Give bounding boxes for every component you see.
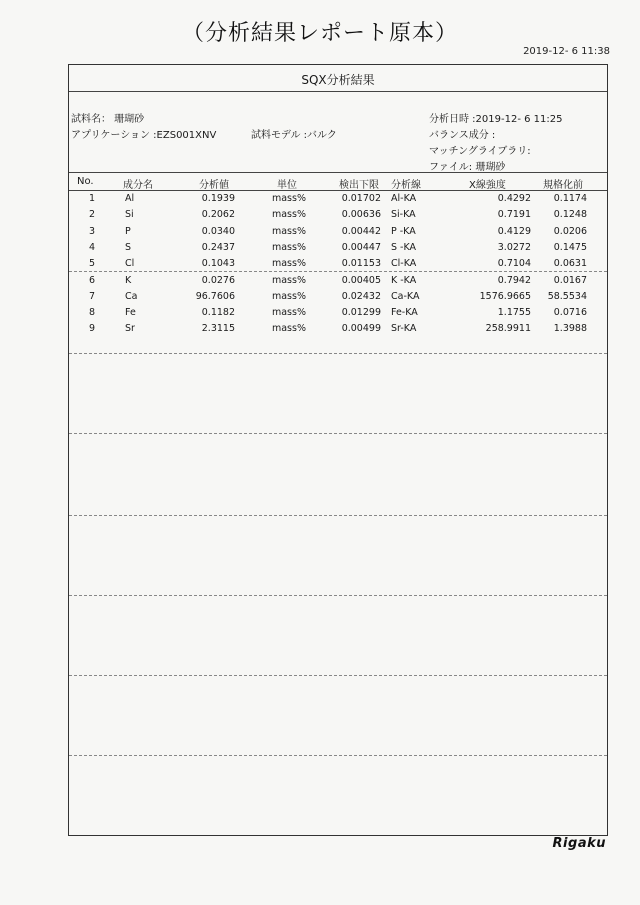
col-header-unit: 単位: [277, 180, 297, 191]
cell-unit: mass%: [271, 258, 306, 270]
cell-value: 0.2062: [201, 209, 235, 221]
cell-unit: mass%: [271, 209, 306, 221]
col-header-component: 成分名: [123, 180, 153, 191]
report-title: SQX分析結果: [301, 73, 375, 87]
cell-component: K: [125, 274, 132, 286]
col-header-no: No.: [77, 176, 94, 187]
cell-no: 1: [88, 193, 95, 204]
cell-unit: mass%: [271, 323, 306, 335]
title-divider: [69, 91, 607, 92]
cell-pre-norm: 0.0206: [553, 225, 587, 237]
cell-value: 0.1043: [201, 258, 235, 270]
cell-line: Al-KA: [391, 193, 417, 204]
table-row: [69, 289, 607, 305]
sample-name: 試料名： 珊瑚砂: [71, 114, 145, 125]
cell-pre-norm: 0.1475: [553, 241, 587, 253]
matching-library: マッチングライブラリ:: [429, 146, 531, 157]
col-header-intensity: X線強度: [469, 180, 506, 191]
document-title: （分析結果レポート原本）: [181, 21, 458, 46]
cell-component: Fe: [125, 307, 136, 319]
cell-unit: mass%: [271, 274, 306, 286]
cell-line: P -KA: [391, 225, 416, 237]
cell-pre-norm: 0.0631: [553, 258, 587, 270]
table-row: [69, 321, 607, 337]
application: アプリケーション :EZS001XNV: [71, 130, 217, 141]
cell-line: S -KA: [391, 241, 417, 253]
cell-lod: 0.01153: [341, 258, 381, 270]
cell-lod: 0.00442: [341, 225, 381, 237]
header-top-line: [69, 172, 607, 173]
cell-line: Si-KA: [391, 209, 416, 221]
file-name: ファイル: 珊瑚砂: [429, 162, 506, 173]
cell-line: Sr-KA: [391, 323, 417, 335]
print-timestamp: 2019-12- 6 11:38: [523, 46, 610, 57]
table-row: [69, 207, 607, 223]
section-divider: [69, 675, 607, 676]
cell-intensity: 258.9911: [485, 323, 531, 335]
cell-component: Si: [125, 209, 134, 221]
balance-component: バランス成分 :: [429, 130, 496, 141]
section-divider: [69, 433, 607, 434]
cell-lod: 0.02432: [341, 290, 381, 302]
cell-intensity: 0.7942: [497, 274, 531, 286]
cell-intensity: 0.4129: [497, 225, 531, 237]
cell-no: 3: [88, 225, 95, 237]
section-divider: [69, 353, 607, 354]
table-row: [69, 240, 607, 256]
cell-pre-norm: 0.0167: [553, 274, 587, 286]
cell-intensity: 0.4292: [497, 193, 531, 204]
cell-intensity: 1576.9665: [479, 290, 531, 302]
cell-no: 4: [88, 241, 95, 253]
cell-value: 0.2437: [201, 241, 235, 253]
cell-value: 0.1939: [201, 193, 235, 204]
cell-component: Sr: [125, 323, 135, 335]
analysis-datetime: 分析日時 :2019-12- 6 11:25: [429, 114, 563, 125]
cell-pre-norm: 0.1248: [553, 209, 587, 221]
cell-no: 7: [88, 290, 95, 302]
group-divider: [69, 271, 607, 272]
cell-value: 96.7606: [195, 290, 235, 302]
cell-no: 9: [88, 323, 95, 335]
table-row: [69, 191, 607, 207]
cell-line: Ca-KA: [391, 290, 420, 302]
cell-no: 5: [88, 258, 95, 270]
cell-value: 0.0276: [201, 274, 235, 286]
cell-lod: 0.00447: [341, 241, 381, 253]
cell-lod: 0.00405: [341, 274, 381, 286]
section-divider: [69, 515, 607, 516]
rigaku-logo: Rigaku: [552, 836, 606, 851]
table-row: [69, 305, 607, 321]
cell-pre-norm: 1.3988: [553, 323, 587, 335]
cell-unit: mass%: [271, 290, 306, 302]
cell-intensity: 1.1755: [497, 307, 531, 319]
cell-unit: mass%: [271, 193, 306, 204]
cell-component: Cl: [125, 258, 135, 270]
cell-lod: 0.00636: [341, 209, 381, 221]
cell-lod: 0.00499: [341, 323, 381, 335]
cell-component: Ca: [125, 290, 138, 302]
cell-lod: 0.01702: [341, 193, 381, 204]
cell-no: 6: [88, 274, 95, 286]
col-header-value: 分析値: [199, 180, 229, 191]
cell-line: K -KA: [391, 274, 417, 286]
section-divider: [69, 755, 607, 756]
cell-component: Al: [125, 193, 135, 204]
cell-intensity: 3.0272: [497, 241, 531, 253]
cell-value: 2.3115: [201, 323, 235, 335]
col-header-pre-norm: 規格化前: [543, 180, 583, 191]
cell-value: 0.1182: [201, 307, 235, 319]
cell-intensity: 0.7191: [497, 209, 531, 221]
table-row: [69, 273, 607, 289]
cell-pre-norm: 0.0716: [553, 307, 587, 319]
cell-no: 2: [88, 209, 95, 221]
cell-component: S: [125, 241, 132, 253]
cell-pre-norm: 58.5534: [547, 290, 587, 302]
cell-intensity: 0.7104: [497, 258, 531, 270]
section-divider: [69, 595, 607, 596]
col-header-line: 分析線: [391, 180, 421, 191]
report-frame: [68, 64, 608, 836]
table-row: [69, 224, 607, 240]
sample-model: 試料モデル :バルク: [251, 130, 337, 141]
table-row: [69, 256, 607, 272]
cell-unit: mass%: [271, 307, 306, 319]
cell-value: 0.0340: [201, 225, 235, 237]
cell-unit: mass%: [271, 225, 306, 237]
cell-component: P: [125, 225, 131, 237]
cell-pre-norm: 0.1174: [553, 193, 587, 204]
cell-no: 8: [88, 307, 95, 319]
cell-lod: 0.01299: [341, 307, 381, 319]
cell-line: Cl-KA: [391, 258, 417, 270]
col-header-lod: 検出下限: [339, 180, 379, 191]
cell-line: Fe-KA: [391, 307, 418, 319]
cell-unit: mass%: [271, 241, 306, 253]
